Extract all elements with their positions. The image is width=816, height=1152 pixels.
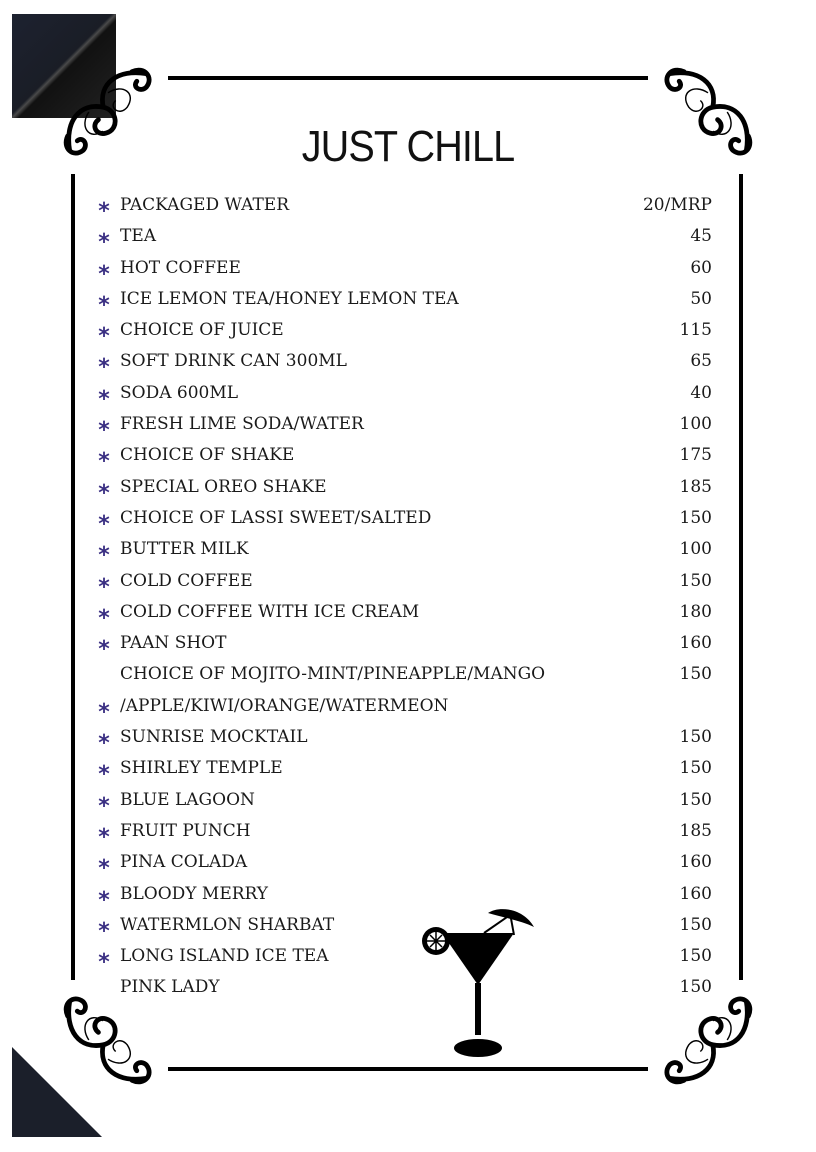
menu-item-name: PINK LADY bbox=[120, 977, 220, 998]
frame-left-line bbox=[71, 174, 75, 980]
menu-item-name: FRUIT PUNCH bbox=[120, 820, 251, 841]
menu-item-price: 150 bbox=[679, 977, 712, 998]
menu-item-name: BLOODY MERRY bbox=[120, 883, 269, 904]
menu-item-name: CHOICE OF LASSI SWEET/SALTED bbox=[120, 507, 432, 528]
menu-item bbox=[96, 879, 712, 913]
flourish-corner-icon bbox=[60, 990, 156, 1090]
menu-item bbox=[96, 346, 712, 381]
menu-item bbox=[96, 691, 712, 725]
menu-item-price: 180 bbox=[679, 601, 712, 622]
menu-item bbox=[96, 440, 712, 475]
menu-item bbox=[96, 816, 712, 850]
menu-item bbox=[96, 628, 712, 663]
star-bullet-icon: * bbox=[98, 230, 110, 256]
star-bullet-icon: * bbox=[98, 355, 110, 381]
menu-item-price: 160 bbox=[679, 852, 712, 873]
menu-item bbox=[96, 315, 712, 350]
menu-item-price: 150 bbox=[679, 758, 712, 779]
menu-item bbox=[96, 284, 712, 318]
menu-list bbox=[96, 190, 712, 1004]
menu-item-price: 150 bbox=[679, 727, 712, 748]
star-bullet-icon: * bbox=[98, 574, 110, 600]
menu-item-name: PAAN SHOT bbox=[120, 633, 227, 654]
menu-item bbox=[96, 378, 712, 412]
menu-item bbox=[96, 972, 712, 1003]
menu-item bbox=[96, 753, 712, 788]
menu-item-price: 185 bbox=[679, 476, 712, 497]
menu-item-price: 150 bbox=[679, 914, 712, 935]
menu-item-price: 20/MRP bbox=[642, 195, 712, 215]
menu-item bbox=[96, 597, 712, 631]
menu-item bbox=[96, 659, 712, 690]
star-bullet-icon: * bbox=[98, 324, 110, 350]
menu-item-name: HOT COFFEE bbox=[120, 257, 241, 278]
menu-item-name: BLUE LAGOON bbox=[120, 789, 255, 810]
menu-item-price: 50 bbox=[690, 288, 712, 309]
menu-item-name: CHOICE OF MOJITO-MINT/PINEAPPLE/MANGO bbox=[120, 664, 546, 685]
star-bullet-icon: * bbox=[98, 918, 110, 944]
menu-item bbox=[96, 910, 712, 944]
star-bullet-icon: * bbox=[98, 824, 110, 850]
star-bullet-icon: * bbox=[98, 950, 110, 976]
menu-item-name: PINA COLADA bbox=[120, 852, 248, 873]
menu-item-name: SUNRISE MOCKTAIL bbox=[120, 727, 308, 748]
menu-item-price: 150 bbox=[679, 664, 712, 685]
star-bullet-icon: * bbox=[98, 199, 110, 224]
menu-item bbox=[96, 190, 712, 224]
menu-item-name: SHIRLEY TEMPLE bbox=[120, 758, 283, 779]
menu-item-price: 160 bbox=[679, 883, 712, 904]
menu-item bbox=[96, 503, 712, 537]
star-bullet-icon: * bbox=[98, 793, 110, 819]
menu-item-price: 150 bbox=[679, 946, 712, 967]
menu-item-name: /APPLE/KIWI/ORANGE/WATERMEON bbox=[120, 695, 449, 716]
star-bullet-icon: * bbox=[98, 762, 110, 788]
menu-item bbox=[96, 722, 712, 757]
menu-item-name: BUTTER MILK bbox=[120, 539, 249, 560]
menu-item-price: 175 bbox=[679, 445, 712, 466]
menu-item bbox=[96, 221, 712, 256]
star-bullet-icon: * bbox=[98, 699, 110, 725]
menu-item bbox=[96, 253, 712, 287]
menu-item-price: 100 bbox=[679, 414, 712, 435]
cocktail-glass-icon bbox=[414, 905, 540, 1063]
menu-item-name: FRESH LIME SODA/WATER bbox=[120, 414, 364, 435]
menu-item-price: 150 bbox=[679, 570, 712, 591]
frame-right-line bbox=[739, 174, 743, 980]
star-bullet-icon: * bbox=[98, 261, 110, 287]
menu-item bbox=[96, 847, 712, 882]
star-bullet-icon: * bbox=[98, 856, 110, 882]
menu-item-name: COLD COFFEE WITH ICE CREAM bbox=[120, 601, 420, 622]
star-bullet-icon: * bbox=[98, 637, 110, 663]
menu-item-price: 100 bbox=[679, 539, 712, 560]
menu-item-price: 115 bbox=[679, 320, 712, 341]
star-bullet-icon: * bbox=[98, 887, 110, 913]
menu-item bbox=[96, 409, 712, 444]
menu-item-name: SOFT DRINK CAN 300ML bbox=[120, 351, 347, 372]
menu-item-name: CHOICE OF SHAKE bbox=[120, 445, 295, 466]
star-bullet-icon: * bbox=[98, 543, 110, 569]
menu-item-name: SODA 600ML bbox=[120, 382, 239, 403]
menu-item-name: CHOICE OF JUICE bbox=[120, 320, 284, 341]
frame-bottom-line bbox=[168, 1067, 648, 1071]
menu-item-name: SPECIAL OREO SHAKE bbox=[120, 476, 327, 497]
menu-item-price: 150 bbox=[679, 507, 712, 528]
menu-item-name: PACKAGED WATER bbox=[120, 195, 289, 215]
star-bullet-icon: * bbox=[98, 386, 110, 412]
menu-item-name: ICE LEMON TEA/HONEY LEMON TEA bbox=[120, 288, 459, 309]
menu-item-name: LONG ISLAND ICE TEA bbox=[120, 946, 329, 967]
menu-title: JUST CHILL bbox=[301, 122, 515, 171]
menu-item-price: 45 bbox=[690, 226, 712, 247]
star-bullet-icon: * bbox=[98, 418, 110, 444]
menu-item bbox=[96, 785, 712, 819]
star-bullet-icon: * bbox=[98, 511, 110, 537]
star-bullet-icon: * bbox=[98, 292, 110, 318]
flourish-corner-icon bbox=[660, 990, 756, 1090]
star-bullet-icon: * bbox=[98, 605, 110, 631]
menu-item-price: 150 bbox=[679, 789, 712, 810]
menu-item-name: TEA bbox=[120, 226, 157, 247]
menu-item-price: 160 bbox=[679, 633, 712, 654]
frame-top-line bbox=[168, 76, 648, 80]
star-bullet-icon: * bbox=[98, 480, 110, 506]
menu-item bbox=[96, 566, 712, 600]
menu-item bbox=[96, 941, 712, 976]
menu-item-price: 185 bbox=[679, 820, 712, 841]
menu-item-price: 40 bbox=[690, 382, 712, 403]
menu-item bbox=[96, 472, 712, 506]
menu-item-name: WATERMLON SHARBAT bbox=[120, 914, 335, 935]
menu-item bbox=[96, 534, 712, 569]
star-bullet-icon: * bbox=[98, 449, 110, 475]
menu-item-name: COLD COFFEE bbox=[120, 570, 253, 591]
menu-item-price: 65 bbox=[690, 351, 712, 372]
menu-item-price: 60 bbox=[690, 257, 712, 278]
star-bullet-icon: * bbox=[98, 731, 110, 757]
